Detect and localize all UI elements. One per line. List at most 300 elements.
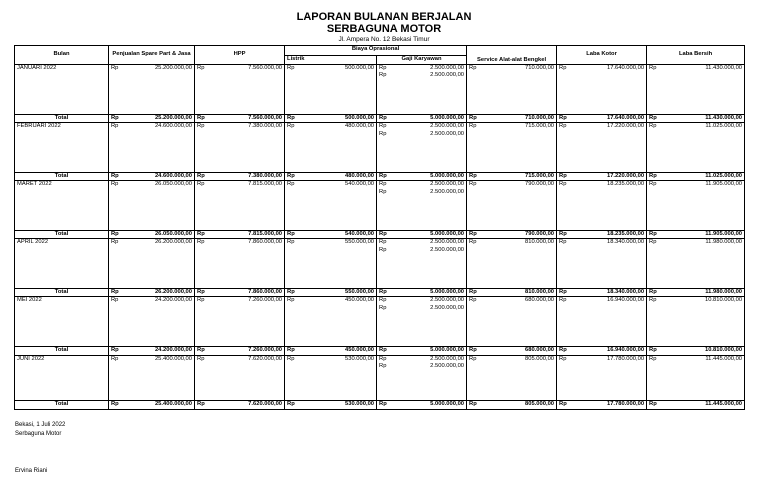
currency-label xyxy=(647,370,659,377)
month-name: JUNI 2022 xyxy=(15,355,109,363)
currency-label: Rp xyxy=(467,289,479,297)
spacer-cell xyxy=(207,320,285,347)
total-hpp: 7.620.000,00 xyxy=(207,401,285,409)
month-name xyxy=(15,131,109,138)
currency-label: Rp xyxy=(649,239,657,246)
hpp-value xyxy=(207,72,285,79)
currency-label: Rp xyxy=(379,297,387,304)
currency-label: Rp xyxy=(195,289,207,297)
service-value xyxy=(479,312,557,319)
currency-label: Rp xyxy=(647,172,659,180)
listrik-value xyxy=(297,370,377,377)
hpp-value: 7.815.000,00 xyxy=(207,181,285,189)
total-laba-kotor: 17.220.000,00 xyxy=(569,172,647,180)
currency-label xyxy=(109,80,121,87)
laba-bersih-value xyxy=(659,305,745,312)
currency-label: Rp xyxy=(557,230,569,238)
currency-label: Rp xyxy=(287,297,295,304)
month-name xyxy=(15,138,109,145)
listrik-value: 480.000,00 xyxy=(297,123,377,131)
laba-kotor-value xyxy=(569,254,647,261)
currency-label xyxy=(557,254,569,261)
laba-kotor-value xyxy=(569,305,647,312)
listrik-value xyxy=(297,247,377,254)
currency-label xyxy=(467,370,479,377)
spacer-cell xyxy=(377,378,389,401)
total-gaji: 5.000.000,00 xyxy=(389,401,467,409)
month-total-row xyxy=(15,114,745,122)
month-detail-row xyxy=(15,123,745,131)
listrik-value: 450.000,00 xyxy=(297,297,377,305)
currency-label: Rp xyxy=(379,239,387,246)
currency-label: Rp xyxy=(379,181,387,188)
currency-label xyxy=(377,80,389,87)
header-biaya-oprasional: Biaya Oprasional xyxy=(285,46,467,56)
gaji-value: 2.500.000,00 xyxy=(389,131,467,138)
laba-bersih-value: 11.980.000,00 xyxy=(659,239,745,247)
laba-bersih-value: 10.810.000,00 xyxy=(659,297,745,305)
currency-label: Rp xyxy=(647,347,659,355)
currency-label: Rp xyxy=(109,172,121,180)
month-name: APRIL 2022 xyxy=(15,239,109,247)
spacer-cell xyxy=(121,320,195,347)
currency-label: Rp xyxy=(109,289,121,297)
currency-label xyxy=(195,312,207,319)
header-service: Service Alat-alat Bengkel xyxy=(467,46,557,65)
currency-label xyxy=(377,312,389,319)
currency-label xyxy=(467,131,479,138)
month-name xyxy=(15,72,109,79)
currency-label: Rp xyxy=(557,114,569,122)
currency-label: Rp xyxy=(469,181,477,188)
penjualan-value xyxy=(121,363,195,370)
currency-label: Rp xyxy=(649,181,657,188)
currency-label xyxy=(557,131,569,138)
currency-label xyxy=(285,72,297,79)
currency-label: Rp xyxy=(195,172,207,180)
spacer-cell xyxy=(109,262,121,289)
laba-kotor-value xyxy=(569,196,647,203)
total-listrik: 540.000,00 xyxy=(297,230,377,238)
gaji-value xyxy=(389,254,467,261)
currency-label xyxy=(467,363,479,370)
currency-label: Rp xyxy=(377,401,389,409)
currency-label xyxy=(195,131,207,138)
currency-label: Rp xyxy=(467,114,479,122)
currency-label: Rp xyxy=(197,65,205,71)
hpp-value: 7.560.000,00 xyxy=(207,65,285,73)
currency-label: Rp xyxy=(379,355,387,362)
listrik-value xyxy=(297,312,377,319)
currency-label xyxy=(557,363,569,370)
report-title: LAPORAN BULANAN BERJALAN xyxy=(296,11,472,23)
spacer-cell xyxy=(659,87,745,114)
spacer-cell xyxy=(569,145,647,172)
laba-kotor-value xyxy=(569,80,647,87)
currency-label xyxy=(377,370,389,377)
currency-label xyxy=(285,196,297,203)
total-hpp: 7.860.000,00 xyxy=(207,289,285,297)
monthly-report-table xyxy=(14,45,745,410)
spacer-cell xyxy=(285,378,297,401)
spacer-cell xyxy=(647,87,659,114)
spacer-cell xyxy=(647,262,659,289)
currency-label: Rp xyxy=(285,347,297,355)
currency-label: Rp xyxy=(377,230,389,238)
currency-label xyxy=(195,138,207,145)
laba-kotor-value: 17.780.000,00 xyxy=(569,355,647,363)
spacer-cell xyxy=(121,203,195,230)
spacer-cell xyxy=(647,320,659,347)
penjualan-value xyxy=(121,312,195,319)
listrik-value: 530.000,00 xyxy=(297,355,377,363)
total-laba-kotor: 18.235.000,00 xyxy=(569,230,647,238)
currency-label: Rp xyxy=(111,123,119,130)
currency-label: Rp xyxy=(379,123,387,130)
hpp-value xyxy=(207,312,285,319)
currency-label xyxy=(109,254,121,261)
spacer-cell xyxy=(15,262,109,289)
laba-bersih-value xyxy=(659,312,745,319)
hpp-value xyxy=(207,196,285,203)
currency-label xyxy=(647,363,659,370)
currency-label: Rp xyxy=(197,239,205,246)
total-listrik: 530.000,00 xyxy=(297,401,377,409)
total-laba-kotor: 17.780.000,00 xyxy=(569,401,647,409)
footer-place-date: Bekasi, 1 Juli 2022 xyxy=(15,422,66,428)
hpp-value xyxy=(207,247,285,254)
spacer-cell xyxy=(647,203,659,230)
month-name xyxy=(15,80,109,87)
listrik-value xyxy=(297,72,377,79)
currency-label xyxy=(285,305,297,312)
listrik-value xyxy=(297,138,377,145)
spacer-cell xyxy=(647,378,659,401)
spacer-cell xyxy=(297,145,377,172)
service-value xyxy=(479,363,557,370)
currency-label xyxy=(557,305,569,312)
gaji-value: 2.500.000,00 xyxy=(389,189,467,196)
currency-label: Rp xyxy=(379,65,387,71)
spacer-cell xyxy=(207,203,285,230)
penjualan-value xyxy=(121,247,195,254)
spacer-cell xyxy=(285,320,297,347)
service-value: 715.000,00 xyxy=(479,123,557,131)
spacer-cell xyxy=(207,378,285,401)
month-detail-row xyxy=(15,247,745,254)
laba-bersih-value xyxy=(659,247,745,254)
laba-kotor-value: 18.340.000,00 xyxy=(569,239,647,247)
currency-label: Rp xyxy=(287,239,295,246)
total-laba-bersih: 11.445.000,00 xyxy=(659,401,745,409)
spacer-cell xyxy=(195,378,207,401)
spacer-cell xyxy=(389,320,467,347)
currency-label: Rp xyxy=(111,355,119,362)
header-bulan: Bulan xyxy=(15,46,109,65)
hpp-value xyxy=(207,80,285,87)
currency-label xyxy=(195,72,207,79)
currency-label: Rp xyxy=(285,230,297,238)
currency-label: Rp xyxy=(377,172,389,180)
currency-label xyxy=(467,72,479,79)
spacer-cell xyxy=(557,203,569,230)
gaji-value xyxy=(389,138,467,145)
currency-label: Rp xyxy=(379,188,387,195)
currency-label xyxy=(557,72,569,79)
spacer-cell xyxy=(15,145,109,172)
month-name xyxy=(15,254,109,261)
total-laba-kotor: 18.340.000,00 xyxy=(569,289,647,297)
currency-label: Rp xyxy=(285,401,297,409)
spacer-cell xyxy=(659,320,745,347)
hpp-value: 7.380.000,00 xyxy=(207,123,285,131)
spacer-cell xyxy=(479,262,557,289)
currency-label xyxy=(377,138,389,145)
company-address: Jl. Ampera No. 12 Bekasi Timur xyxy=(338,36,430,43)
header-laba-kotor: Laba Kotor xyxy=(557,46,647,65)
currency-label xyxy=(285,80,297,87)
service-value xyxy=(479,189,557,196)
service-value: 805.000,00 xyxy=(479,355,557,363)
penjualan-value xyxy=(121,254,195,261)
laba-kotor-value: 17.640.000,00 xyxy=(569,65,647,73)
spacer-cell xyxy=(285,145,297,172)
month-name: FEBRUARI 2022 xyxy=(15,123,109,131)
currency-label: Rp xyxy=(287,123,295,130)
spacer-cell xyxy=(389,203,467,230)
total-listrik: 450.000,00 xyxy=(297,347,377,355)
currency-label: Rp xyxy=(559,239,567,246)
spacer-cell xyxy=(121,87,195,114)
spacer-cell xyxy=(467,320,479,347)
total-service: 680.000,00 xyxy=(479,347,557,355)
spacer-cell xyxy=(557,87,569,114)
penjualan-value xyxy=(121,80,195,87)
currency-label xyxy=(285,370,297,377)
currency-label xyxy=(467,247,479,254)
currency-label: Rp xyxy=(111,65,119,71)
penjualan-value: 25.200.000,00 xyxy=(121,65,195,73)
service-value: 680.000,00 xyxy=(479,297,557,305)
total-penjualan: 25.200.000,00 xyxy=(121,114,195,122)
currency-label xyxy=(285,131,297,138)
month-spacer-row xyxy=(15,320,745,347)
header-penjualan: Penjualan Spare Part & Jasa xyxy=(109,46,195,65)
currency-label: Rp xyxy=(285,289,297,297)
laba-bersih-value: 11.445.000,00 xyxy=(659,355,745,363)
total-hpp: 7.560.000,00 xyxy=(207,114,285,122)
currency-label xyxy=(285,312,297,319)
spacer-cell xyxy=(121,378,195,401)
currency-label: Rp xyxy=(109,114,121,122)
total-label: Total xyxy=(15,230,109,238)
total-label: Total xyxy=(15,114,109,122)
penjualan-value: 24.600.000,00 xyxy=(121,123,195,131)
laba-bersih-value xyxy=(659,80,745,87)
currency-label xyxy=(557,196,569,203)
currency-label: Rp xyxy=(197,181,205,188)
total-listrik: 500.000,00 xyxy=(297,114,377,122)
service-value: 810.000,00 xyxy=(479,239,557,247)
currency-label xyxy=(647,196,659,203)
currency-label xyxy=(557,370,569,377)
total-hpp: 7.260.000,00 xyxy=(207,347,285,355)
spacer-cell xyxy=(121,262,195,289)
currency-label: Rp xyxy=(649,355,657,362)
spacer-cell xyxy=(195,262,207,289)
spacer-cell xyxy=(109,87,121,114)
spacer-cell xyxy=(207,145,285,172)
penjualan-value xyxy=(121,72,195,79)
currency-label: Rp xyxy=(287,355,295,362)
penjualan-value xyxy=(121,189,195,196)
laba-kotor-value xyxy=(569,370,647,377)
month-total-row xyxy=(15,401,745,409)
currency-label xyxy=(647,72,659,79)
spacer-cell xyxy=(15,87,109,114)
currency-label xyxy=(557,80,569,87)
spacer-cell xyxy=(285,203,297,230)
laba-kotor-value xyxy=(569,131,647,138)
month-name: JANUARI 2022 xyxy=(15,65,109,73)
laba-kotor-value xyxy=(569,72,647,79)
currency-label xyxy=(109,189,121,196)
currency-label xyxy=(467,80,479,87)
total-laba-bersih: 11.430.000,00 xyxy=(659,114,745,122)
total-penjualan: 25.400.000,00 xyxy=(121,401,195,409)
listrik-value: 540.000,00 xyxy=(297,181,377,189)
month-total-row xyxy=(15,230,745,238)
currency-label xyxy=(109,370,121,377)
spacer-cell xyxy=(569,378,647,401)
currency-label: Rp xyxy=(285,172,297,180)
currency-label xyxy=(467,138,479,145)
spacer-cell xyxy=(557,262,569,289)
month-name xyxy=(15,196,109,203)
laba-kotor-value xyxy=(569,138,647,145)
currency-label xyxy=(195,80,207,87)
currency-label: Rp xyxy=(469,239,477,246)
listrik-value: 550.000,00 xyxy=(297,239,377,247)
total-label: Total xyxy=(15,172,109,180)
spacer-cell xyxy=(15,378,109,401)
month-detail-row xyxy=(15,181,745,189)
listrik-value xyxy=(297,305,377,312)
currency-label xyxy=(557,312,569,319)
currency-label xyxy=(557,189,569,196)
total-laba-bersih: 11.980.000,00 xyxy=(659,289,745,297)
currency-label xyxy=(285,138,297,145)
spacer-cell xyxy=(659,203,745,230)
spacer-cell xyxy=(377,87,389,114)
currency-label: Rp xyxy=(197,123,205,130)
spacer-cell xyxy=(479,320,557,347)
service-value xyxy=(479,72,557,79)
currency-label xyxy=(647,305,659,312)
currency-label: Rp xyxy=(377,114,389,122)
currency-label: Rp xyxy=(469,297,477,304)
spacer-cell xyxy=(377,203,389,230)
currency-label: Rp xyxy=(467,401,479,409)
currency-label: Rp xyxy=(647,401,659,409)
spacer-cell xyxy=(109,203,121,230)
total-hpp: 7.815.000,00 xyxy=(207,230,285,238)
spacer-cell xyxy=(389,378,467,401)
currency-label xyxy=(195,305,207,312)
spacer-cell xyxy=(195,145,207,172)
month-total-row xyxy=(15,289,745,297)
currency-label xyxy=(195,370,207,377)
currency-label: Rp xyxy=(557,347,569,355)
spacer-cell xyxy=(389,262,467,289)
laba-kotor-value xyxy=(569,189,647,196)
total-listrik: 480.000,00 xyxy=(297,172,377,180)
currency-label xyxy=(647,189,659,196)
hpp-value xyxy=(207,254,285,261)
spacer-cell xyxy=(109,145,121,172)
hpp-value: 7.620.000,00 xyxy=(207,355,285,363)
month-name xyxy=(15,247,109,254)
total-label: Total xyxy=(15,347,109,355)
currency-label xyxy=(109,131,121,138)
spacer-cell xyxy=(285,262,297,289)
month-spacer-row xyxy=(15,378,745,401)
currency-label xyxy=(467,305,479,312)
total-gaji: 5.000.000,00 xyxy=(389,289,467,297)
spacer-cell xyxy=(195,320,207,347)
penjualan-value: 26.050.000,00 xyxy=(121,181,195,189)
hpp-value: 7.860.000,00 xyxy=(207,239,285,247)
penjualan-value xyxy=(121,131,195,138)
currency-label xyxy=(647,138,659,145)
total-laba-kotor: 16.940.000,00 xyxy=(569,347,647,355)
spacer-cell xyxy=(285,87,297,114)
listrik-value xyxy=(297,254,377,261)
month-name xyxy=(15,370,109,377)
gaji-value xyxy=(389,312,467,319)
hpp-value xyxy=(207,138,285,145)
laba-kotor-value xyxy=(569,312,647,319)
currency-label xyxy=(195,189,207,196)
currency-label: Rp xyxy=(559,65,567,71)
currency-label xyxy=(557,138,569,145)
total-laba-bersih: 11.905.000,00 xyxy=(659,230,745,238)
month-spacer-row xyxy=(15,203,745,230)
footer-company: Serbaguna Motor xyxy=(15,431,62,437)
service-value xyxy=(479,305,557,312)
gaji-value: 2.500.000,00 xyxy=(389,297,467,305)
penjualan-value xyxy=(121,138,195,145)
laba-bersih-value xyxy=(659,189,745,196)
total-laba-bersih: 11.025.000,00 xyxy=(659,172,745,180)
spacer-cell xyxy=(207,87,285,114)
currency-label xyxy=(195,247,207,254)
currency-label: Rp xyxy=(195,401,207,409)
currency-label: Rp xyxy=(109,347,121,355)
laba-kotor-value xyxy=(569,363,647,370)
currency-label: Rp xyxy=(287,65,295,71)
gaji-value: 2.500.000,00 xyxy=(389,181,467,189)
currency-label: Rp xyxy=(557,289,569,297)
spacer-cell xyxy=(109,320,121,347)
month-detail-row xyxy=(15,297,745,305)
month-detail-row xyxy=(15,363,745,370)
currency-label: Rp xyxy=(557,401,569,409)
spacer-cell xyxy=(195,203,207,230)
month-detail-row xyxy=(15,72,745,79)
month-name xyxy=(15,312,109,319)
header-gaji: Gaji Karyawan xyxy=(377,56,467,65)
